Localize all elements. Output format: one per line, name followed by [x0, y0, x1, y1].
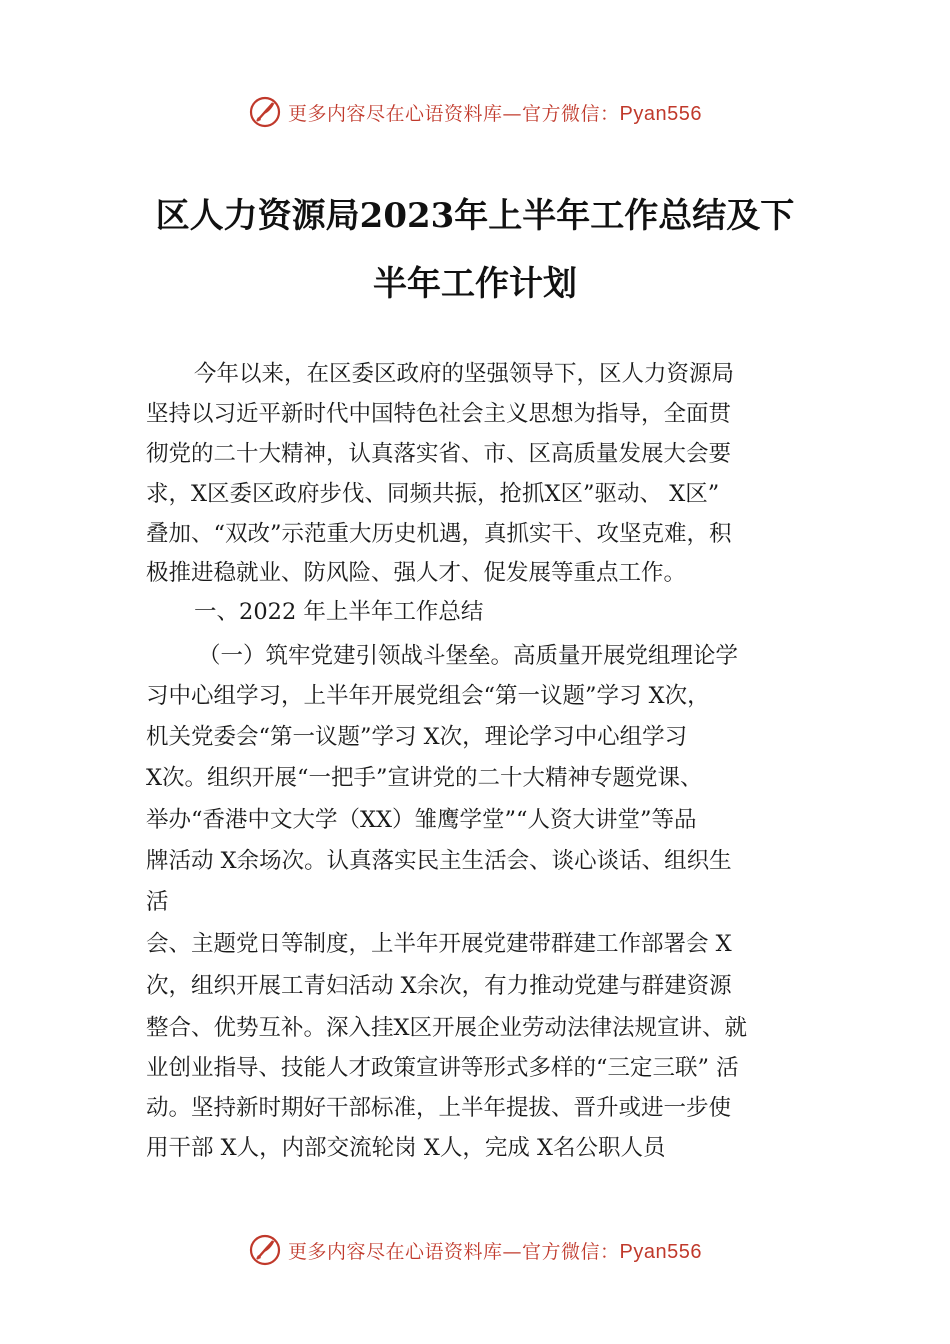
watermark-text [288, 99, 702, 126]
body-line: 次，组织开展工青妇活动 X余次，有力推动党建与群建资源 [146, 973, 732, 999]
header-watermark [0, 92, 950, 132]
quill-logo-icon [248, 1233, 282, 1267]
body-line: 彻党的二十大精神，认真落实省、市、区高质量发展大会要 [146, 441, 732, 467]
subsection-heading: （一）筑牢党建引领战斗堡垒。高质量开展党组理论学 [198, 643, 739, 669]
body-line: 求，X区委区政府步伐、同频共振，抢抓X区”驱动、 X区” [146, 481, 720, 507]
body-line: 用干部 X人，内部交流轮岗 X人，完成 X名公职人员 [146, 1135, 666, 1161]
body-line: 坚持以习近平新时代中国特色社会主义思想为指导，全面贯 [146, 401, 732, 427]
body-line: 极推进稳就业、防风险、强人才、促发展等重点工作。 [146, 560, 687, 586]
body-line: X次。组织开展“一把手”宣讲党的二十大精神专题党课、 [146, 765, 703, 791]
body-line: 牌活动 X余场次。认真落实民主生活会、谈心谈话、组织生 [146, 848, 732, 874]
section-heading: 一、2022 年上半年工作总结 [194, 599, 484, 625]
body-line: 业创业指导、技能人才政策宣讲等形式多样的“三定三联” 活 [146, 1055, 739, 1081]
body-line: 叠加、“双改”示范重大历史机遇，真抓实干、攻坚克难，积 [146, 521, 732, 547]
watermark-separator: — [502, 1240, 523, 1263]
watermark-site: 更多内容尽在心语资料库 [288, 1240, 503, 1263]
watermark-site: 更多内容尽在心语资料库 [288, 102, 503, 125]
body-line: 动。坚持新时期好干部标准，上半年提拔、晋升或进一步使 [146, 1095, 732, 1121]
body-line: 举办“香港中文大学（XX）雏鹰学堂”“人资大讲堂”等品 [146, 807, 697, 833]
watermark-text [288, 1237, 702, 1264]
body-line: 整合、优势互补。深入挂X区开展企业劳动法律法规宣讲、就 [146, 1015, 748, 1041]
watermark-label: 官方微信： [522, 1240, 620, 1263]
watermark-id: Pyan556 [619, 1240, 702, 1263]
footer-watermark [0, 1230, 950, 1270]
watermark-id: Pyan556 [619, 102, 702, 125]
quill-logo-icon [248, 95, 282, 129]
body-line: 会、主题党日等制度，上半年开展党建带群建工作部署会 X [146, 931, 732, 957]
watermark-separator: — [502, 102, 523, 125]
document-title-line-2: 半年工作计划 [373, 264, 577, 304]
watermark-label: 官方微信： [522, 102, 620, 125]
body-line: 习中心组学习，上半年开展党组会“第一议题”学习 X次， [146, 683, 710, 709]
body-line: 今年以来，在区委区政府的坚强领导下，区人力资源局 [194, 361, 735, 387]
body-line: 机关党委会“第一议题”学习 X次，理论学习中心组学习 [146, 724, 688, 750]
document-title-line-1: 区人力资源局2023年上半年工作总结及下 [155, 196, 795, 236]
body-line: 活 [146, 889, 169, 915]
